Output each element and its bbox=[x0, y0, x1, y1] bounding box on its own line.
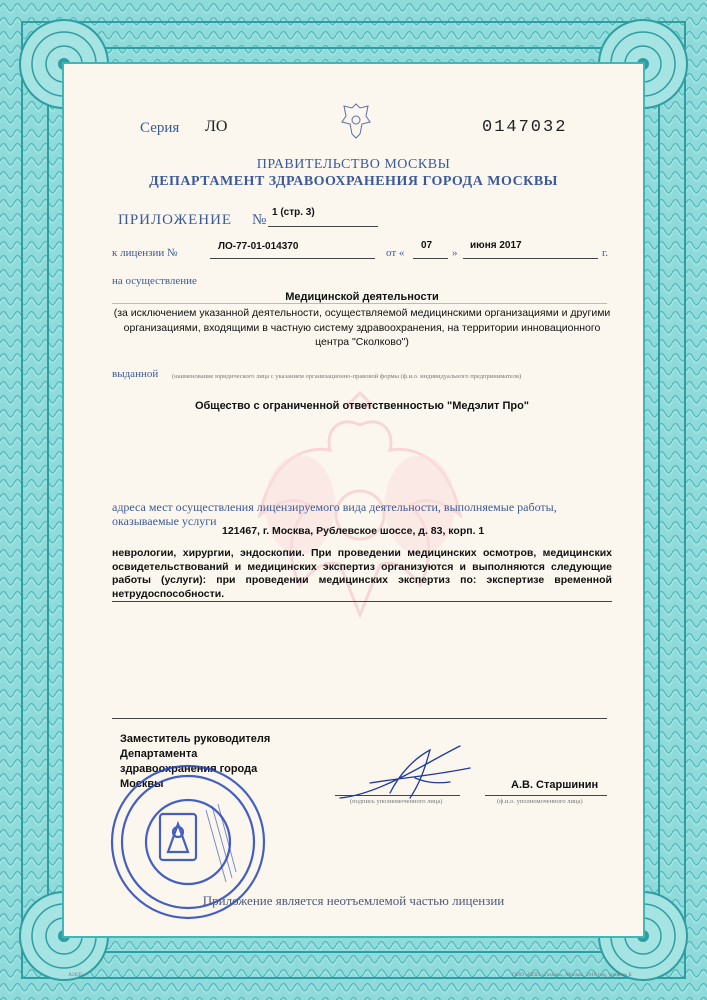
issued-label: выданной bbox=[112, 368, 159, 380]
works-description: неврологии, хирургии, эндоскопии. При проведении медицинских осмотров, медицинских освидетельствований и медицинских экспертиз организуются и выполняются следующие работы (услуги): при проведении медицинских экспертиз по: экспертизе временной нетрудоспособности. bbox=[112, 547, 612, 600]
series-label: Серия bbox=[140, 120, 180, 136]
double-headed-eagle-watermark-icon bbox=[230, 385, 490, 645]
signatory-position-line1: Заместитель руководителя bbox=[120, 733, 271, 745]
signatory-position-line2: Департамента bbox=[120, 748, 198, 760]
license-year-suffix: г. bbox=[602, 247, 609, 259]
license-date-month-year: июня 2017 bbox=[470, 240, 522, 251]
footer-left-code: A2635 bbox=[68, 972, 83, 978]
address-value: 121467, г. Москва, Рублевское шоссе, д. 83, корп. 1 bbox=[222, 525, 485, 537]
appendix-number-value: 1 (стр. 3) bbox=[272, 207, 315, 218]
license-date-from-label: от « bbox=[386, 247, 405, 259]
government-title: ПРАВИТЕЛЬСТВО МОСКВЫ bbox=[256, 157, 451, 172]
signature-hint: (подпись уполномоченного лица) bbox=[350, 798, 443, 805]
footer-note: Приложение является неотъемлемой частью лицензии bbox=[202, 893, 505, 908]
address-label-line1: адреса мест осуществления лицензируемого вида деятельности, выполняемые работы, bbox=[112, 500, 557, 514]
works-underline bbox=[112, 601, 612, 602]
appendix-number-sign: № bbox=[252, 212, 267, 228]
appendix-label: ПРИЛОЖЕНИЕ bbox=[118, 212, 233, 228]
signatory-name: А.В. Старшинин bbox=[511, 779, 599, 791]
signatory-position-line3: здравоохранения города bbox=[120, 763, 258, 775]
organization-name: Общество с ограниченной ответственностью "Медэлит Про" bbox=[194, 400, 530, 412]
license-number-underline bbox=[210, 258, 375, 259]
name-underline bbox=[485, 795, 607, 796]
address-label-line2: оказываемые услуги bbox=[112, 514, 217, 528]
signatory-separator bbox=[112, 718, 607, 719]
coat-of-arms-icon bbox=[340, 100, 372, 140]
issued-hint: (наименование юридического лица с указанием организационно-правовой формы (ф.и.о. индивидуального предпринимателя) bbox=[172, 373, 522, 380]
license-number-label: к лицензии № bbox=[112, 247, 178, 259]
activity-description: (за исключением указанной деятельности, осуществляемой медицинскими организациями и другими организациями, входящими в частную систему здравоохранения, на территории инновационного центра "Сколково") bbox=[113, 307, 611, 348]
license-number-value: ЛО-77-01-014370 bbox=[218, 241, 299, 252]
series-value: ЛО bbox=[205, 118, 228, 135]
name-hint: (ф.и.о. уполномоченного лица) bbox=[497, 798, 583, 805]
license-date-day: 07 bbox=[421, 240, 433, 251]
appendix-number-underline bbox=[268, 226, 378, 227]
handwritten-signature-icon bbox=[330, 738, 480, 808]
license-serial-number: 0147032 bbox=[482, 118, 568, 137]
footer-right-code: ООО «НПП «Гознак», Москва, 2016 год, уровень Б bbox=[512, 972, 632, 978]
department-title: ДЕПАРТАМЕНТ ЗДРАВООХРАНЕНИЯ ГОРОДА МОСКВЫ bbox=[149, 174, 558, 189]
license-day-underline bbox=[413, 258, 448, 259]
activity-label: на осуществление bbox=[112, 275, 197, 287]
signatory-position-line4: Москвы bbox=[120, 778, 164, 790]
activity-title: Медицинской деятельности bbox=[285, 291, 439, 303]
activity-underline-1 bbox=[112, 303, 607, 304]
license-date-day-close: » bbox=[452, 247, 458, 259]
license-month-underline bbox=[463, 258, 598, 259]
